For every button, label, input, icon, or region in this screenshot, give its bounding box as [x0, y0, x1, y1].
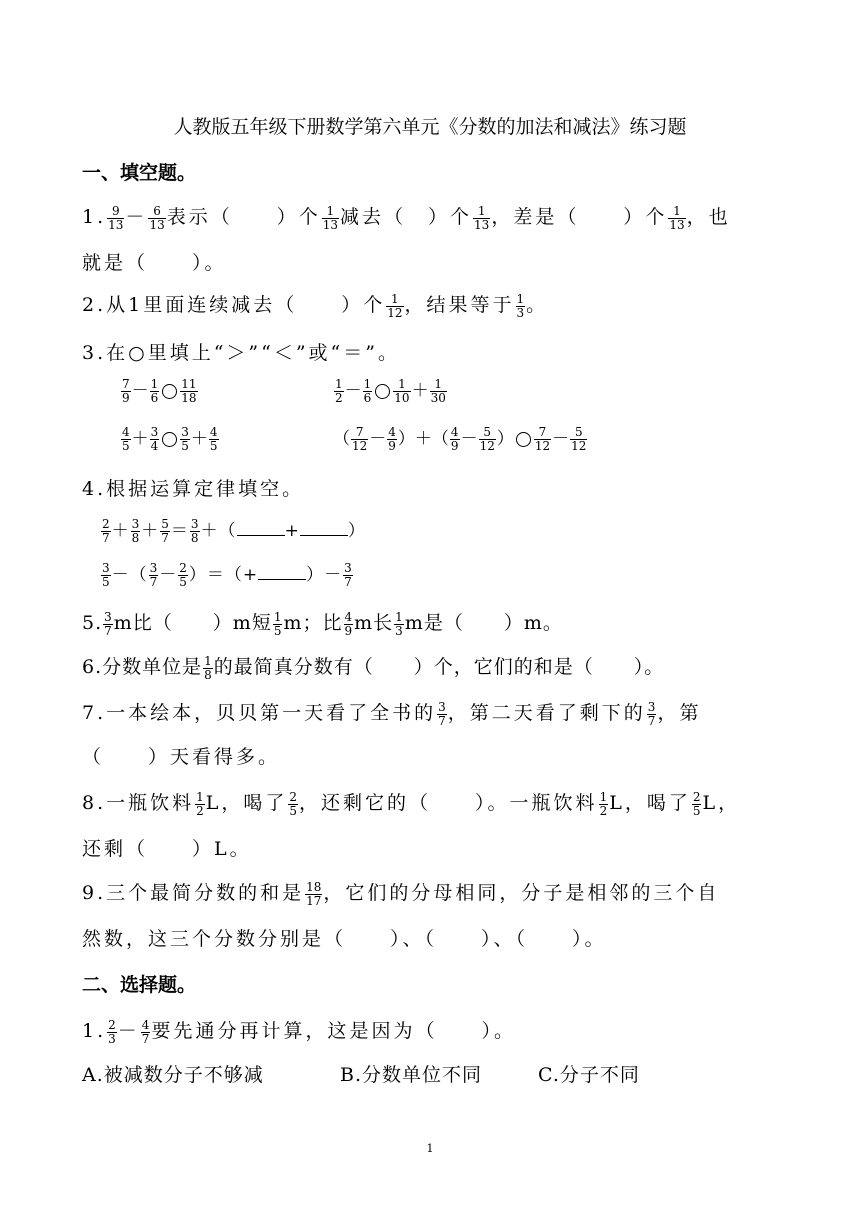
option-c[interactable]: C.分子不同	[538, 1064, 640, 1086]
fraction	[121, 426, 131, 453]
denominator: 2	[599, 803, 608, 818]
numerator: 1	[395, 609, 403, 624]
section-multiple-choice: 二、选择题。	[82, 974, 197, 996]
question-1-line-2: 就是（ ）。	[82, 252, 227, 274]
text: L，喝了	[609, 792, 691, 814]
denominator: 13	[322, 217, 339, 232]
numerator: 1	[393, 378, 410, 392]
fraction	[334, 378, 344, 405]
option-a[interactable]: A.被减数分子不够减	[82, 1064, 264, 1086]
text: 。	[526, 294, 549, 316]
text: 1.	[82, 1020, 107, 1042]
text: 的最简真分数有（ ）个，它们的和是（ ）。	[213, 656, 665, 678]
fraction	[180, 378, 197, 405]
text: ，它们的分母相同，分子是相邻的三个自	[323, 882, 720, 904]
compare-a: $\frac{7}{9}$ － $\frac{1}{6}$ $\frac{11}{18}$	[122, 377, 197, 405]
text: 表示（ ）个	[166, 206, 321, 228]
numerator: 3	[647, 699, 656, 714]
numerator: 4	[122, 425, 130, 439]
numerator: 4	[388, 425, 396, 439]
fraction	[209, 426, 219, 453]
fraction	[180, 426, 190, 453]
denominator: 5	[102, 575, 110, 589]
numerator: 2	[692, 789, 701, 804]
fraction	[195, 791, 205, 818]
denominator: 7	[438, 713, 446, 728]
numerator: 1	[516, 291, 525, 306]
question-7	[82, 700, 701, 728]
fraction	[393, 378, 410, 405]
numerator: 1	[430, 378, 447, 392]
question-7-line-2: （ ）天看得多。	[82, 746, 281, 768]
fraction	[121, 378, 131, 405]
fraction	[150, 378, 160, 405]
fraction	[103, 611, 113, 638]
numerator: 1	[599, 789, 608, 804]
blank[interactable]	[258, 565, 306, 580]
fraction	[647, 701, 657, 728]
denominator: 13	[669, 217, 685, 232]
denominator: 13	[108, 217, 124, 232]
numerator: 5	[570, 426, 587, 440]
numerator: 3	[438, 699, 446, 714]
text: L，	[702, 792, 741, 814]
blank[interactable]	[237, 521, 285, 536]
denominator: 7	[149, 575, 158, 589]
fraction	[692, 791, 702, 818]
choice-question-1: 1. $\frac{2}{3}$ － $\frac{4}{7}$ 要先通分再计算，这是因为（ ）。	[82, 1017, 516, 1046]
fraction	[107, 1019, 117, 1046]
compare-c: $\frac{4}{5}$ ＋ $\frac{3}{4}$ $\frac{3}{5}$ ＋ $\frac{4}{5}$	[122, 425, 218, 453]
numerator: 7	[122, 377, 130, 391]
text: m是（ ）m。	[404, 612, 563, 634]
question-1: 1. $\frac{9}{13}$ － $\frac{6}{13}$ 表示（ ）个 $\frac{1}{13}$ 减去（ ）个 $\frac{1}{13}$ ，差是（ ）个 $\frac{1}{13}$ ，也	[82, 203, 731, 232]
denominator: 6	[150, 391, 159, 405]
denominator: 10	[394, 391, 410, 405]
numerator: 2	[289, 789, 298, 804]
numerator: 1	[668, 205, 685, 219]
fraction	[479, 426, 496, 453]
fraction	[387, 426, 397, 453]
compare-d: （ $\frac{7}{12}$ － $\frac{4}{9}$ ）＋（ $\frac{4}{9}$ － $\frac{5}{12}$ ） $\frac{7}{12}$ － $\frac{5}{12}$	[333, 425, 587, 453]
fraction	[101, 518, 111, 545]
question-3: 3.在○里填上“＞”“＜”或“＝”。	[82, 342, 400, 364]
fraction	[150, 426, 160, 453]
numerator: 5	[479, 426, 496, 440]
text: 9.三个最简分数的和是	[82, 882, 305, 904]
denominator: 7	[104, 623, 112, 638]
compare-b: $\frac{1}{2}$ － $\frac{1}{6}$ $\frac{1}{10}$ ＋ $\frac{1}{30}$	[335, 377, 446, 405]
numerator: 2	[108, 1017, 116, 1032]
numerator: 3	[104, 609, 112, 624]
numerator: 6	[148, 205, 165, 219]
fraction	[430, 378, 447, 405]
section-fill-blanks: 一、填空题。	[82, 162, 197, 184]
numerator: 2	[179, 561, 187, 575]
fraction	[570, 426, 587, 453]
denominator: 17	[306, 893, 322, 908]
numerator: 7	[351, 426, 368, 440]
denominator: 13	[149, 217, 165, 232]
law-b: $\frac{3}{5}$ －（ $\frac{3}{7}$ － $\frac{2}{5}$ ）＝（+ ）－ $\frac{3}{7}$	[102, 561, 352, 589]
text: m比（ ）m短	[113, 612, 272, 634]
numerator: 4	[450, 425, 459, 439]
text: ，还剩它的（ ）。一瓶饮料	[299, 792, 598, 814]
denominator: 9	[344, 623, 353, 638]
text: m；比	[283, 612, 343, 634]
fraction	[437, 701, 447, 728]
text: ，差是（ ）个	[491, 206, 668, 228]
numerator: 2	[102, 517, 110, 531]
fraction	[107, 205, 124, 232]
fraction	[160, 518, 170, 545]
denominator: 12	[479, 439, 495, 453]
numerator: 1	[150, 377, 159, 391]
text: ，结果等于	[404, 294, 515, 316]
numerator: 4	[141, 1017, 150, 1032]
denominator: 5	[181, 439, 189, 453]
denominator: 5	[692, 803, 701, 818]
option-b[interactable]: B.分数单位不同	[340, 1064, 483, 1086]
denominator: 3	[516, 305, 525, 320]
denominator: 5	[273, 623, 282, 638]
fraction	[131, 518, 141, 545]
numerator: 4	[209, 425, 218, 439]
numerator: 1	[386, 293, 403, 307]
numerator: 1	[196, 789, 204, 804]
denominator: 5	[209, 439, 218, 453]
law-a: $\frac{2}{7}$ ＋ $\frac{3}{8}$ ＋ $\frac{5}{7}$ ＝ $\frac{3}{8}$ ＋（ + ）	[102, 517, 366, 545]
question-8	[82, 790, 740, 818]
text: L，喝了	[205, 792, 288, 814]
fraction	[363, 378, 373, 405]
denominator: 12	[571, 439, 587, 453]
compare-circle[interactable]	[516, 432, 531, 447]
denominator: 12	[352, 439, 368, 453]
text: 要先通分再计算，这是因为（ ）。	[151, 1020, 516, 1042]
denominator: 6	[363, 391, 372, 405]
compare-circle[interactable]	[375, 384, 390, 399]
numerator: 11	[181, 377, 197, 391]
numerator: 3	[344, 561, 352, 575]
page-title: 人教版五年级下册数学第六单元《分数的加法和减法》练习题	[173, 116, 687, 138]
text: 2.从1里面连续减去（ ）个	[82, 294, 386, 316]
numerator: 1	[273, 609, 282, 624]
numerator: 3	[181, 425, 189, 439]
denominator: 9	[122, 391, 130, 405]
denominator: 3	[395, 623, 403, 638]
denominator: 8	[190, 531, 199, 545]
denominator: 2	[196, 803, 204, 818]
denominator: 30	[430, 391, 446, 405]
text: m长	[354, 612, 394, 634]
denominator: 12	[387, 305, 403, 320]
denominator: 9	[388, 439, 396, 453]
text: ，第二天看了剩下的	[447, 702, 646, 724]
fraction	[203, 655, 213, 682]
fraction	[394, 611, 404, 638]
fraction	[343, 562, 353, 589]
fraction	[599, 791, 609, 818]
denominator: 2	[335, 391, 343, 405]
question-9	[82, 880, 719, 908]
denominator: 4	[150, 439, 159, 453]
fraction	[149, 562, 159, 589]
numerator: 4	[344, 609, 353, 624]
question-5	[82, 610, 563, 638]
denominator: 8	[204, 667, 212, 682]
fraction	[450, 426, 460, 453]
denominator: 18	[181, 391, 197, 405]
fraction	[141, 1019, 151, 1046]
denominator: 13	[474, 217, 490, 232]
text: ，第	[657, 702, 702, 724]
compare-circle[interactable]	[162, 432, 177, 447]
text: 减去（ ）个	[340, 206, 473, 228]
denominator: 7	[102, 531, 110, 545]
question-2	[82, 292, 548, 320]
numerator: 3	[149, 561, 158, 575]
fraction	[101, 562, 111, 589]
numerator: 3	[190, 517, 199, 531]
text: ，也	[686, 206, 731, 228]
numerator: 1	[335, 377, 343, 391]
text: 5.	[82, 612, 103, 634]
compare-circle[interactable]	[162, 384, 177, 399]
denominator: 7	[141, 1031, 150, 1046]
question-9-line-2: 然数，这三个分数分别是（ ）、（ ）、（ ）。	[82, 928, 607, 950]
fraction	[148, 205, 165, 232]
numerator: 3	[131, 517, 140, 531]
denominator: 7	[161, 531, 169, 545]
fraction	[534, 426, 551, 453]
fraction	[351, 426, 368, 453]
blank[interactable]	[300, 521, 348, 536]
text: 8.一瓶饮料	[82, 792, 195, 814]
page-number: 1	[426, 1142, 434, 1155]
numerator: 3	[102, 561, 110, 575]
fraction	[516, 293, 526, 320]
numerator: 1	[322, 205, 339, 219]
fraction	[288, 791, 298, 818]
numerator: 9	[107, 205, 124, 219]
numerator: 1	[204, 653, 212, 668]
numerator: 18	[306, 879, 322, 894]
denominator: 3	[108, 1031, 116, 1046]
fraction	[668, 205, 685, 232]
fraction	[473, 205, 490, 232]
denominator: 7	[647, 713, 656, 728]
denominator: 9	[450, 439, 459, 453]
numerator: 1	[363, 377, 372, 391]
fraction	[344, 611, 354, 638]
numerator: 1	[473, 205, 490, 219]
fraction	[386, 293, 403, 320]
question-6	[82, 654, 664, 682]
question-4: 4.根据运算定律填空。	[82, 478, 305, 500]
numerator: 3	[150, 425, 159, 439]
fraction	[305, 881, 322, 908]
fraction	[178, 562, 188, 589]
fraction	[273, 611, 283, 638]
fraction	[190, 518, 200, 545]
denominator: 7	[344, 575, 352, 589]
fraction	[322, 205, 339, 232]
text: 6.分数单位是	[82, 656, 203, 678]
q1-number: 1.	[82, 206, 107, 228]
denominator: 12	[534, 439, 551, 453]
denominator: 8	[131, 531, 140, 545]
text: 7.一本绘本，贝贝第一天看了全书的	[82, 702, 437, 724]
denominator: 5	[289, 803, 298, 818]
numerator: 5	[161, 517, 169, 531]
question-8-line-2: 还剩（ ）L。	[82, 838, 252, 860]
numerator: 7	[534, 426, 551, 440]
denominator: 5	[179, 575, 187, 589]
denominator: 5	[122, 439, 130, 453]
